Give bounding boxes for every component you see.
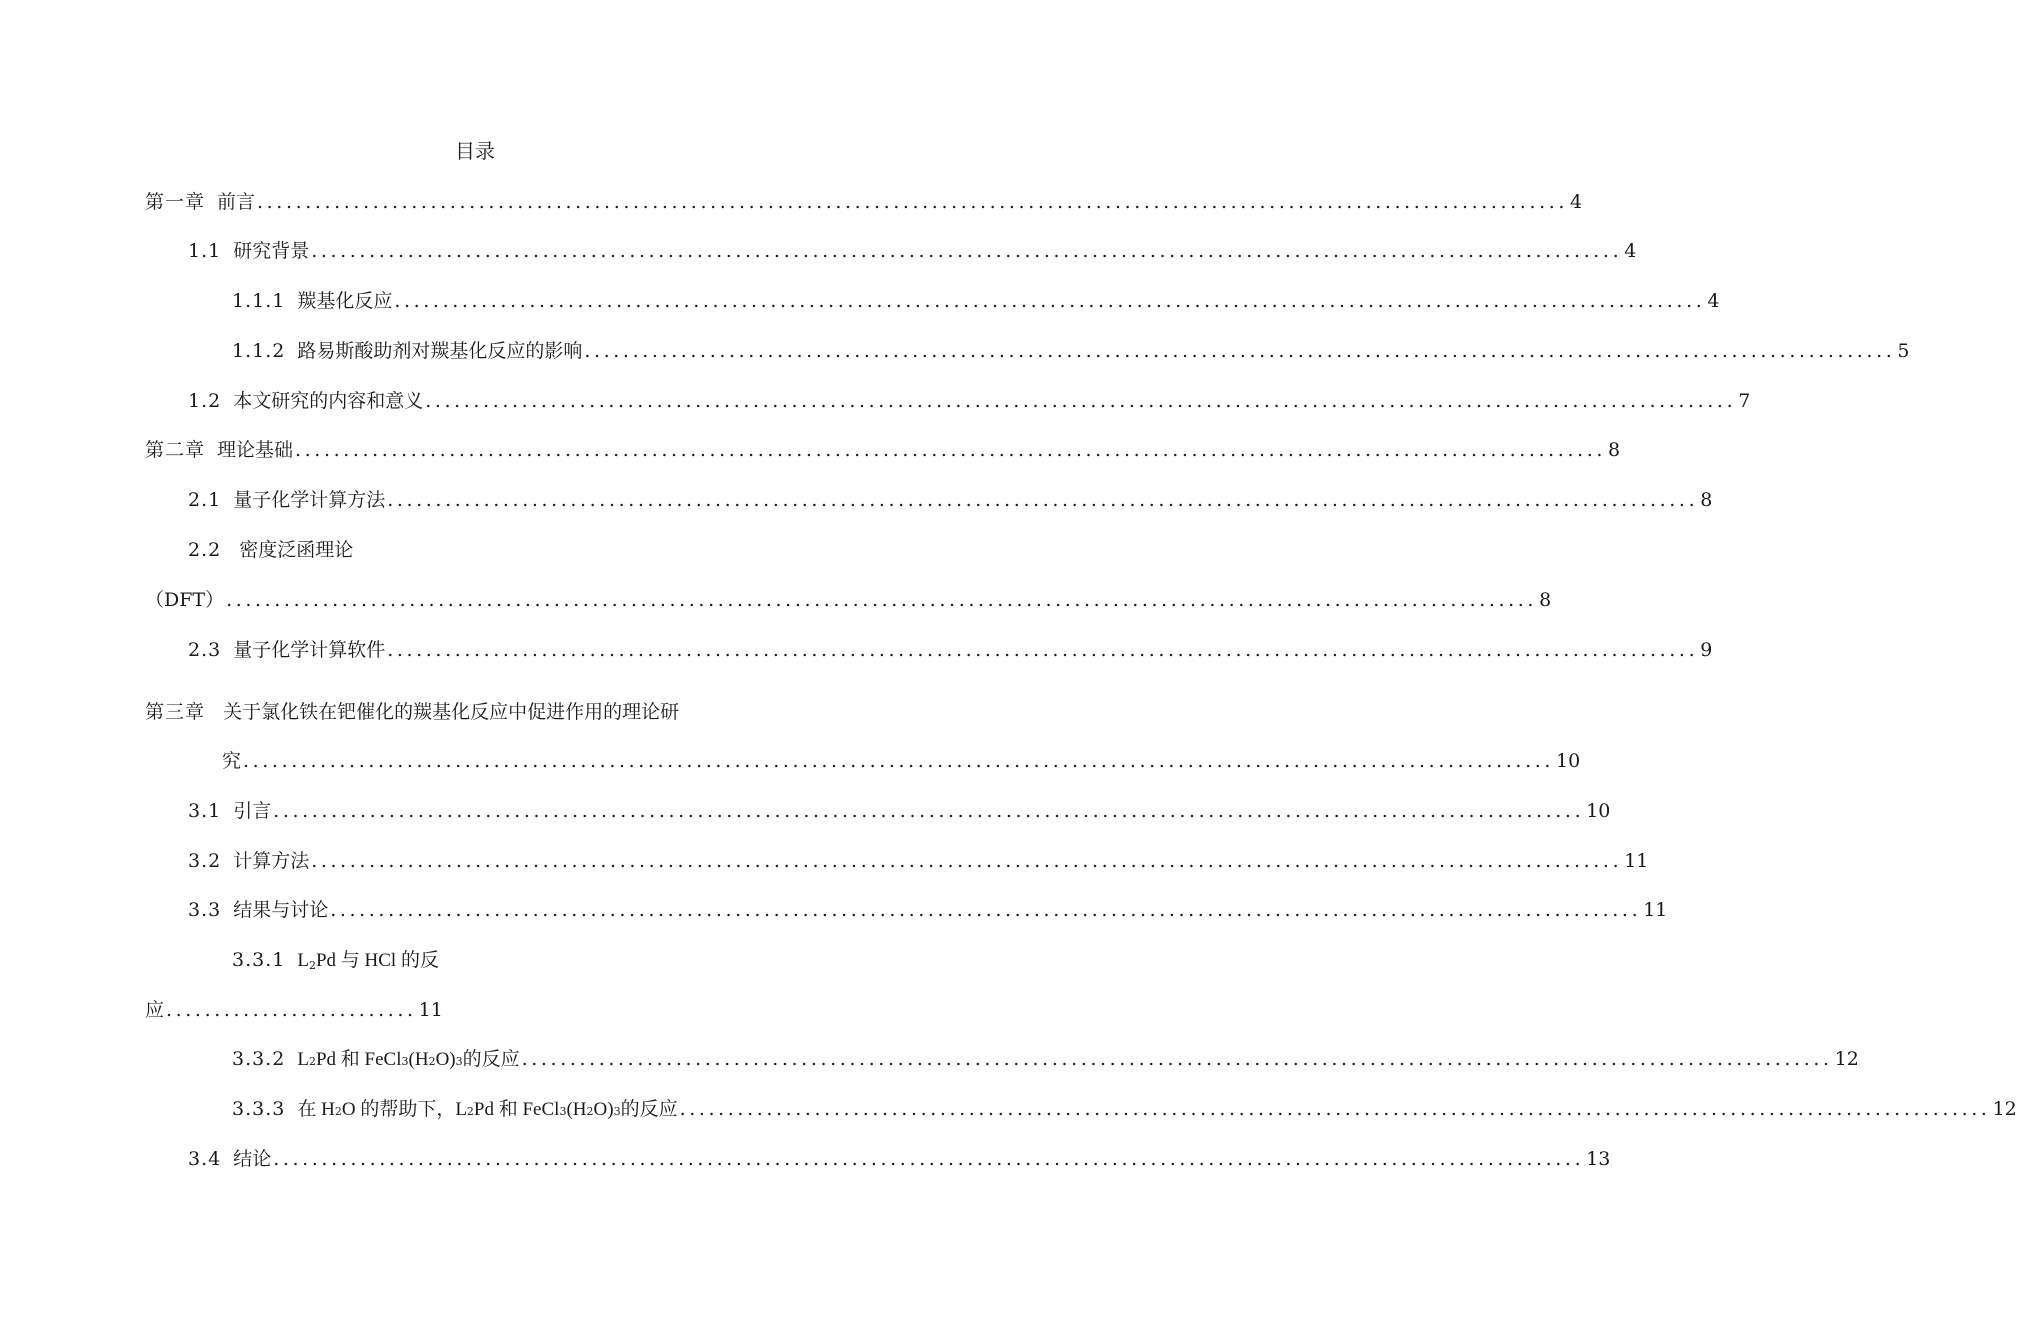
page-title: 目录 xyxy=(455,139,495,163)
toc-page-number: 11 xyxy=(1624,850,1649,872)
toc-title: 量子化学计算软件 xyxy=(233,639,386,661)
toc-number: 第二章 xyxy=(145,439,206,461)
toc-title-part: O) xyxy=(593,1099,614,1120)
toc-title-part: O 的帮助下，L xyxy=(341,1099,467,1120)
toc-number: 3.1 xyxy=(188,800,222,822)
toc-title-continued: 应 xyxy=(145,999,165,1021)
toc-number: 1.1.1 xyxy=(232,290,286,312)
dot-leader: ........................................................................................................................................ xyxy=(425,390,1737,412)
toc-page-number: 10 xyxy=(1556,750,1581,772)
toc-entry-1-2[interactable] xyxy=(188,387,1751,415)
toc-number: 3.3.2 xyxy=(232,1048,286,1070)
toc-entry-2-2-continued[interactable] xyxy=(145,586,1552,614)
toc-title: 研究背景 xyxy=(233,240,310,262)
dot-leader: ........................................................................................................................................ xyxy=(311,850,1623,872)
toc-title: 引言 xyxy=(233,800,272,822)
toc-page-number: 12 xyxy=(1834,1048,1859,1070)
toc-number: 第一章 xyxy=(145,191,206,213)
toc-title-part: Pd 和 FeCl xyxy=(315,1049,402,1070)
toc-page-number: 4 xyxy=(1707,290,1720,312)
toc-number: 2.3 xyxy=(188,639,222,661)
toc-title: 计算方法 xyxy=(233,850,310,872)
toc-page-number: 13 xyxy=(1586,1148,1611,1170)
dot-leader: ........................................................................................................................................ xyxy=(394,290,1706,312)
dot-leader: ........................................................................................................................................ xyxy=(330,899,1642,921)
dot-leader: ........................................................................................................................................ xyxy=(311,240,1623,262)
toc-entry-1-1[interactable] xyxy=(188,237,1637,265)
dot-leader: ........................................................................................................................................ xyxy=(295,439,1607,461)
toc-title-part: 在 H xyxy=(297,1099,335,1120)
dot-leader: ........................................................................................................................................ xyxy=(387,639,1699,661)
toc-page-number: 8 xyxy=(1539,589,1552,611)
toc-number: 3.3.3 xyxy=(232,1098,286,1120)
dot-leader: .......................... xyxy=(166,999,417,1021)
toc-entry-chapter-3-continued[interactable] xyxy=(222,747,1581,775)
toc-page-number: 11 xyxy=(418,999,443,1021)
toc-page-number: 10 xyxy=(1586,800,1611,822)
toc-entry-2-3[interactable] xyxy=(188,636,1713,664)
toc-entry-2-1[interactable] xyxy=(188,486,1713,514)
toc-number: 3.4 xyxy=(188,1148,222,1170)
dot-leader: ........................................................................................................................................ xyxy=(257,191,1569,213)
toc-page-number: 4 xyxy=(1624,240,1637,262)
toc-title: 结论 xyxy=(233,1148,272,1170)
toc-title-part: (H xyxy=(566,1099,587,1120)
toc-title: 羰基化反应 xyxy=(297,290,393,312)
toc-entry-3-3-3[interactable]: 3.3.3 在 H 2 O 的帮助下，L 2 Pd 和 FeCl 3 (H 2 O) 3 的反应 ........................................................................................................................................ 12 xyxy=(232,1095,803,1123)
toc-title: 量子化学计算方法 xyxy=(233,489,386,511)
toc-title-part: Pd 与 HCl 的反 xyxy=(315,950,439,971)
toc-entry-3-2[interactable] xyxy=(188,847,1649,875)
toc-number: 1.1 xyxy=(188,240,222,262)
toc-title-part: 的反应 xyxy=(620,1099,678,1120)
toc-page-number: 7 xyxy=(1738,390,1751,412)
toc-page-number: 11 xyxy=(1643,899,1668,921)
dot-leader: ........................................................................................................................................ xyxy=(679,1098,1991,1120)
toc-title-continued: （DFT） xyxy=(145,589,225,611)
toc-title: 路易斯酸助剂对羰基化反应的影响 xyxy=(297,340,583,362)
dot-leader: ........................................................................................................................................ xyxy=(226,589,1538,611)
toc-number: 3.3.1 xyxy=(232,949,286,971)
toc-title-part: Pd 和 FeCl xyxy=(473,1099,560,1120)
toc-entry-3-3-1-continued[interactable] xyxy=(145,996,443,1024)
toc-title-part: 的反应 xyxy=(462,1049,520,1070)
toc-title: 密度泛函理论 xyxy=(239,539,354,561)
dot-leader: ........................................................................................................................................ xyxy=(584,340,1896,362)
toc-page-number: 8 xyxy=(1700,489,1713,511)
toc-title: 本文研究的内容和意义 xyxy=(233,390,424,412)
toc-number: 2.2 xyxy=(188,539,222,561)
toc-page-number: 12 xyxy=(1992,1098,2017,1120)
toc-title: 关于氯化铁在钯催化的羰基化反应中促进作用的理论研 xyxy=(223,701,680,723)
toc-title-continued: 究 xyxy=(222,750,242,772)
toc-entry-3-4[interactable] xyxy=(188,1145,1611,1173)
dot-leader: ........................................................................................................................................ xyxy=(387,489,1699,511)
dot-leader: ........................................................................................................................................ xyxy=(273,1148,1585,1170)
toc-title: 结果与讨论 xyxy=(233,899,329,921)
toc-number: 第三章 xyxy=(145,701,206,723)
toc-page-number: 5 xyxy=(1897,340,1910,362)
toc-entry-3-3-2[interactable]: 3.3.2 L 2 Pd 和 FeCl 3 (H 2 O) 3 的反应 ........................................................................................................................................ 12 xyxy=(232,1045,803,1073)
toc-title-part: O) xyxy=(435,1049,456,1070)
toc-number: 3.3 xyxy=(188,899,222,921)
toc-entry-3-3-1[interactable] xyxy=(232,946,439,974)
toc-entry-3-1[interactable] xyxy=(188,797,1611,825)
toc-number: 2.1 xyxy=(188,489,222,511)
toc-entry-2-2[interactable] xyxy=(188,536,353,564)
toc-number: 3.2 xyxy=(188,850,222,872)
toc-entry-chapter-3[interactable] xyxy=(145,698,679,726)
toc-page-number: 9 xyxy=(1700,639,1713,661)
toc-title: 前言 xyxy=(217,191,256,213)
dot-leader: ........................................................................................................................................ xyxy=(273,800,1585,822)
toc-title-part: L xyxy=(297,1049,309,1070)
toc-title: 理论基础 xyxy=(217,439,294,461)
subscript: 2 xyxy=(308,959,316,972)
toc-number: 1.2 xyxy=(188,390,222,412)
toc-title-part: L xyxy=(297,950,309,971)
toc-title-part: (H xyxy=(408,1049,429,1070)
toc-page-number: 8 xyxy=(1608,439,1621,461)
toc-page-number: 4 xyxy=(1570,191,1583,213)
toc-entry-chapter-1[interactable] xyxy=(145,188,1583,216)
toc-entry-1-1-2[interactable] xyxy=(232,337,1910,365)
toc-number: 1.1.2 xyxy=(232,340,286,362)
toc-entry-chapter-2[interactable] xyxy=(145,436,1621,464)
toc-entry-3-3[interactable] xyxy=(188,896,1668,924)
dot-leader: ........................................................................................................................................ xyxy=(243,750,1554,772)
toc-entry-1-1-1[interactable] xyxy=(232,287,1720,315)
dot-leader: ........................................................................................................................................ xyxy=(521,1048,1833,1070)
